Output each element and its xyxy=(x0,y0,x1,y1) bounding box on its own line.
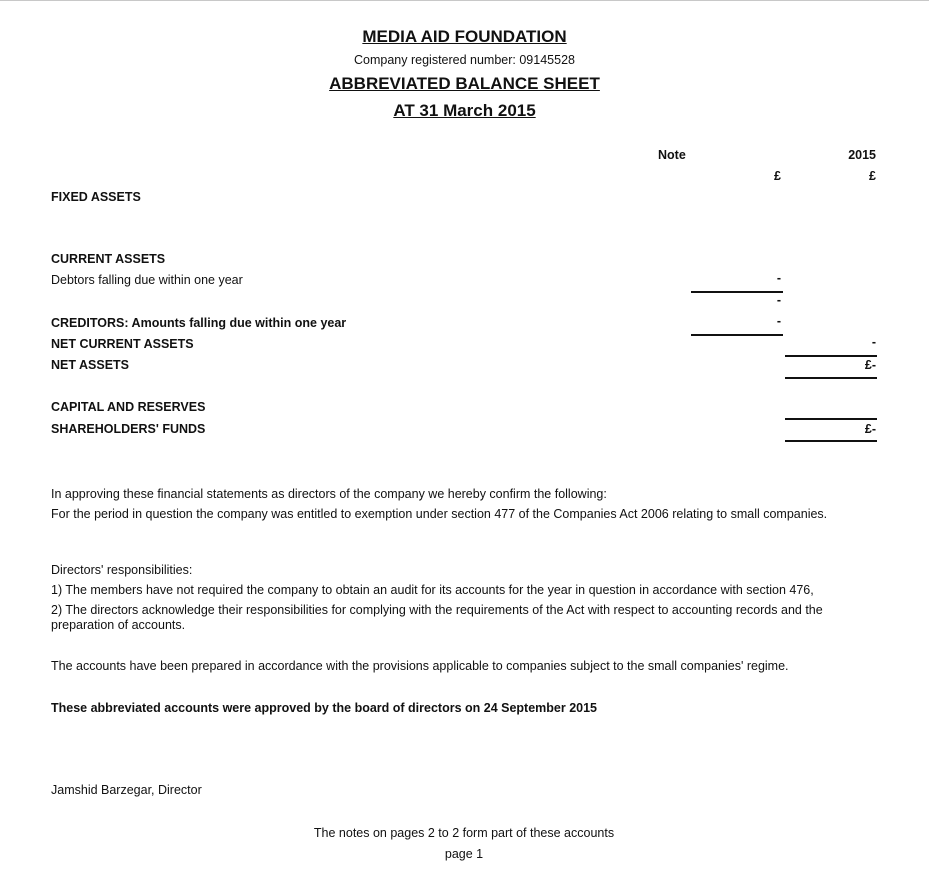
page-top-border xyxy=(0,0,929,1)
director-signature: Jamshid Barzegar, Director xyxy=(51,783,202,797)
shareholders-funds-value: £- xyxy=(864,422,876,436)
capital-reserves-label: CAPITAL AND RESERVES xyxy=(51,400,206,414)
debtors-value: - xyxy=(776,271,781,285)
current-assets-subtotal: - xyxy=(776,293,781,307)
year-column-header: 2015 xyxy=(848,148,876,162)
current-assets-label: CURRENT ASSETS xyxy=(51,252,166,266)
net-assets-value: £- xyxy=(864,358,876,372)
document-title: ABBREVIATED BALANCE SHEET xyxy=(329,74,600,93)
registered-number: Company registered number: 09145528 xyxy=(354,53,575,67)
creditors-value: - xyxy=(776,314,781,328)
net-assets-rule xyxy=(785,377,877,379)
debtors-label: Debtors falling due within one year xyxy=(51,273,243,287)
exemption-statement: For the period in question the company was entitled to exemption under section 477 of the Companies Act 2006 relating to small companies. xyxy=(51,507,828,521)
approval-statement: These abbreviated accounts were approved by the board of directors on 24 September 2015 xyxy=(51,701,598,715)
responsibility-1: 1) The members have not required the company to obtain an audit for its accounts for the year in question in accordance with section 476, xyxy=(51,583,814,597)
net-current-assets-label: NET CURRENT ASSETS xyxy=(51,337,194,351)
capital-reserves-rule xyxy=(785,418,877,420)
responsibilities-heading: Directors' responsibilities: xyxy=(51,563,193,577)
net-current-assets-rule xyxy=(785,355,877,357)
responsibility-2: 2) The directors acknowledge their responsibilities for complying with the requirements of the Act with respect to accounting records and the preparation of accounts. xyxy=(51,603,823,632)
net-assets-label: NET ASSETS xyxy=(51,358,130,372)
approval-intro: In approving these financial statements as directors of the company we hereby confirm the following: xyxy=(51,487,607,501)
creditors-label: CREDITORS: Amounts falling due within one year xyxy=(51,316,347,330)
note-column-header: Note xyxy=(658,148,686,162)
balance-date: AT 31 March 2015 xyxy=(393,101,536,120)
currency-sub-header: £ xyxy=(774,169,781,183)
shareholders-funds-label: SHAREHOLDERS' FUNDS xyxy=(51,422,206,436)
shareholders-funds-rule xyxy=(785,440,877,442)
net-current-assets-value: - xyxy=(871,335,876,349)
currency-total-header: £ xyxy=(869,169,876,183)
fixed-assets-label: FIXED ASSETS xyxy=(51,190,141,204)
page-number: page 1 xyxy=(444,847,484,861)
notes-footer: The notes on pages 2 to 2 form part of these accounts xyxy=(313,826,615,840)
small-companies-statement: The accounts have been prepared in accordance with the provisions applicable to companies subject to the small companies' regime. xyxy=(51,659,789,673)
creditors-rule xyxy=(691,334,783,336)
company-name: MEDIA AID FOUNDATION xyxy=(362,27,567,46)
